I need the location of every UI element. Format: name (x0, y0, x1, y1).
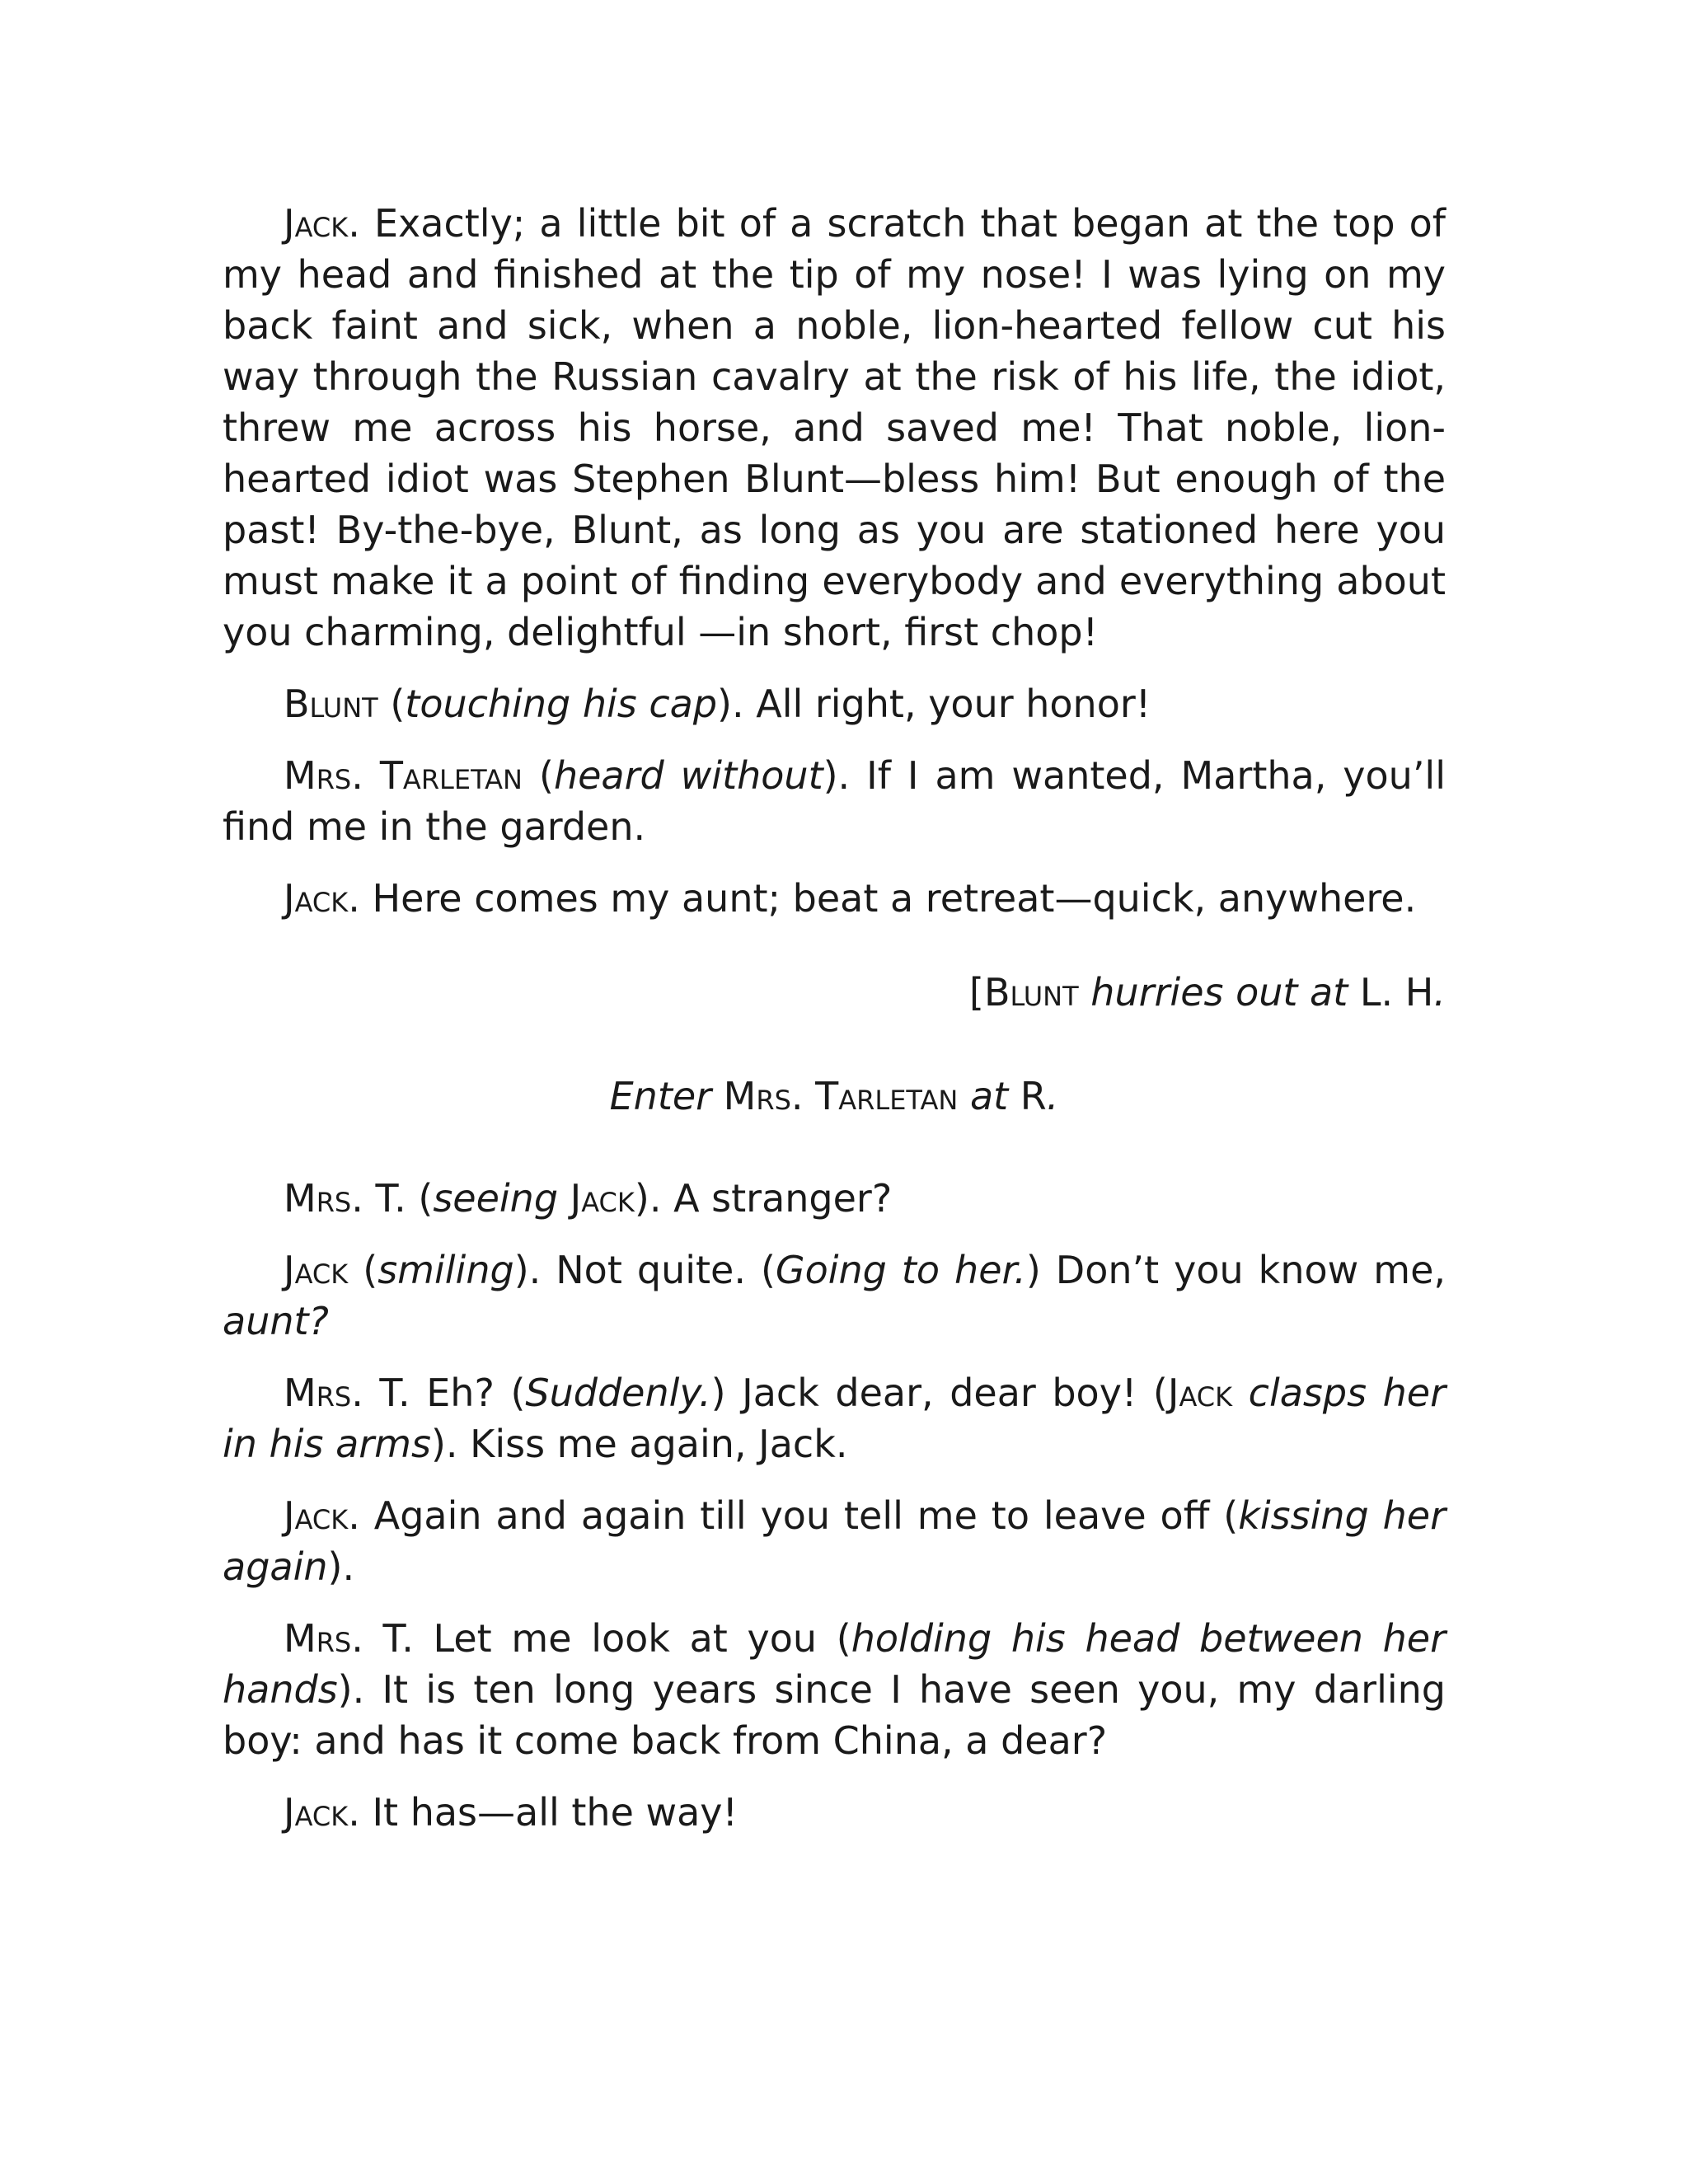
speaker-name: Blunt (284, 682, 378, 726)
stage-direction-exit: [Blunt hurries out at L. H. (969, 970, 1446, 1015)
dialogue-text: ). It is ten long years since I have seen you, my darling boy: and has it come back from China, a dear? (223, 1667, 1446, 1763)
speaker-name: Mrs. Tarletan (284, 753, 523, 798)
stage-direction: clasps her in his arms (223, 1371, 1446, 1466)
dialogue-blunt-1: Blunt (touching his cap). All right, your honor! (284, 682, 1151, 726)
dialogue-text: . It has—all the way! (348, 1790, 738, 1835)
dialogue-text: ). If I am wanted, Martha, you’ll find me in the garden. (223, 753, 1446, 849)
stage-direction: Suddenly. (525, 1371, 711, 1415)
dialogue-mrs-t-2: Mrs. T. Eh? (Suddenly.) Jack dear, dear boy! (Jack clasps her in his arms). Kiss me again, Jack. (223, 1371, 1446, 1466)
speaker-name: Mrs. T. (284, 1616, 414, 1661)
dialogue-jack-4: Jack. Again and again till you tell me to leave off (kissing her again). (223, 1493, 1446, 1589)
dialogue-jack-1 (223, 198, 1446, 658)
speaker-name: Jack (284, 1248, 349, 1292)
character-name: Mrs. Tarletan (711, 1074, 970, 1118)
speaker-name: Mrs. T. (284, 1371, 410, 1415)
stage-direction: holding his head between her hands (223, 1616, 1446, 1712)
stage-direction: kissing her again (223, 1493, 1446, 1589)
speaker-name: Mrs. T. (284, 1176, 406, 1221)
dialogue-mrs-tarletan-1: Mrs. Tarletan (heard without). If I am wanted, Martha, you’ll find me in the garden. (223, 753, 1446, 849)
dialogue-text: ). A stranger? (634, 1176, 893, 1221)
speaker-name: Jack (284, 876, 349, 921)
dialogue-mrs-t-3: Mrs. T. Let me look at you (holding his head between her hands). It is ten long years since I have seen you, my darling boy: and has it come back from China, a dear? (223, 1616, 1446, 1763)
stage-direction: seeing (433, 1176, 559, 1221)
dialogue-text: ). All right, your honor! (717, 682, 1151, 726)
stage-direction: smiling (377, 1248, 514, 1292)
stage-direction: heard without (553, 753, 823, 798)
dialogue-mrs-t-1: Mrs. T. (seeing Jack). A stranger? (284, 1176, 893, 1221)
dialogue-text: ). Kiss me again, Jack. (430, 1422, 848, 1466)
speaker-name: Jack (284, 1493, 349, 1538)
play-page (223, 198, 1446, 1858)
dialogue-jack-5 (223, 1787, 1446, 1838)
character-name: Blunt (983, 970, 1079, 1015)
dialogue-jack-2 (223, 873, 1446, 924)
dialogue-text: . Here comes my aunt; beat a retreat—quick, anywhere. (348, 876, 1417, 921)
dialogue-text: ) Don’t you know me, (1025, 1248, 1446, 1292)
stage-direction: Going to her. (775, 1248, 1026, 1292)
dialogue-text: . Again and again till you tell me to leave off ( (348, 1493, 1239, 1538)
speaker-name: Jack (284, 1790, 349, 1835)
dialogue-jack-3: Jack (smiling). Not quite. (Going to her.) Don’t you know me, aunt? (223, 1248, 1446, 1343)
speaker-name: Jack (284, 201, 349, 246)
stage-direction: touching his cap (405, 682, 718, 726)
stage-direction-enter: Enter Mrs. Tarletan at R. (609, 1074, 1059, 1118)
dialogue-text: . Exactly; a little bit of a scratch that began at the top of my head and finished at the tip of my nose! I was lying on my back faint and sick, when a noble, lion-hearted fellow cut his way through the Russian cavalry at the risk of his life, the idiot, threw me across his horse, and saved me! That noble, lion-hearted idiot was Stephen Blunt—bless him! But enough of the past! By-the-bye, Blunt, as long as you are stationed here you must make it a point of finding everybody and everything about you charming, delightful —in short, first chop! (223, 201, 1446, 654)
